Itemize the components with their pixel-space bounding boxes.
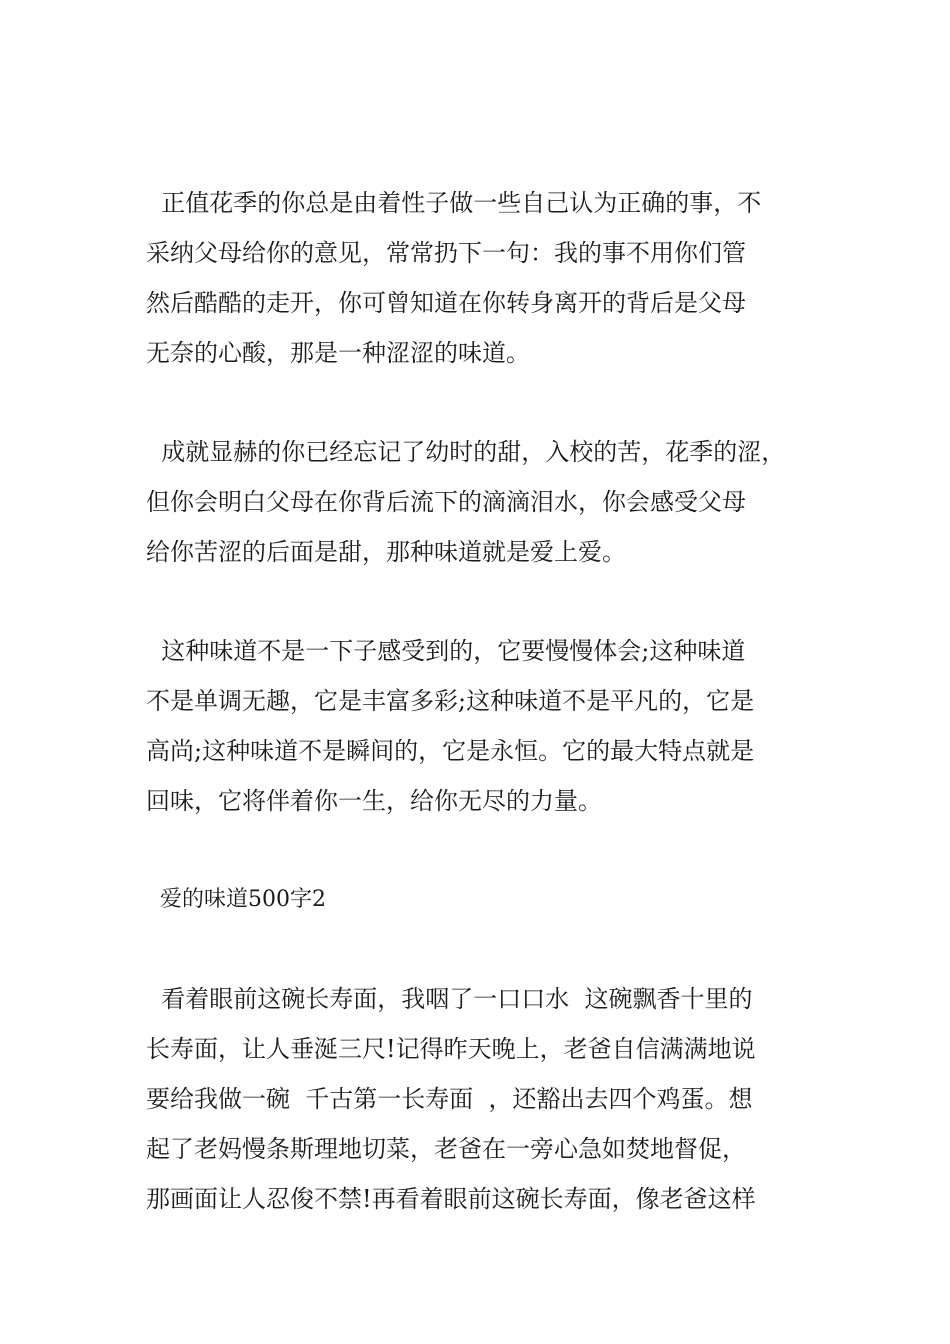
section-heading: 爱的味道500字2 [146,887,326,912]
text-line: 要给我做一碗 千古第一长寿面 ，还豁出去四个鸡蛋。想 [146,1085,753,1113]
text-line: 给你苦涩的后面是甜，那种味道就是爱上爱。 [146,538,626,566]
text-line: 起了老妈慢条斯理地切菜，老爸在一旁心急如焚地督促， [146,1135,746,1163]
text-line: 高尚;这种味道不是瞬间的，它是永恒。它的最大特点就是 [146,737,755,765]
paragraph-gap [146,826,810,875]
paragraph-gap [146,378,810,427]
text-line: 长寿面，让人垂涎三尺!记得昨天晚上，老爸自信满满地说 [146,1035,756,1063]
text-line: 这种味道不是一下子感受到的，它要慢慢体会;这种味道 [146,637,746,665]
text-line: 然后酷酷的走开，你可曾知道在你转身离开的背后是父母 [146,289,746,317]
paragraph-2 [146,427,810,577]
paragraph-gap [146,925,810,974]
paragraph-3 [146,626,810,826]
text-line: 回味，它将伴着你一生，给你无尽的力量。 [146,787,602,815]
text-line: 不是单调无趣，它是丰富多彩;这种味道不是平凡的，它是 [146,687,755,715]
paragraph-1 [146,178,810,378]
paragraph-4 [146,974,810,1224]
text-line: 但你会明白父母在你背后流下的滴滴泪水，你会感受父母 [146,488,746,516]
text-line: 无奈的心酸，那是一种涩涩的味道。 [146,339,530,367]
text-line: 正值花季的你总是由着性子做一些自己认为正确的事，不 [146,189,762,217]
paragraph-gap [146,577,810,626]
text-line: 看着眼前这碗长寿面，我咽了一口口水 这碗飘香十里的 [146,985,753,1013]
text-line: 采纳父母给你的意见，常常扔下一句：我的事不用你们管 [146,239,746,267]
text-line: 那画面让人忍俊不禁!再看着眼前这碗长寿面，像老爸这样 [146,1185,756,1213]
document-body [146,178,810,1224]
text-line: 成就显赫的你已经忘记了幼时的甜，入校的苦，花季的涩， [146,438,786,466]
